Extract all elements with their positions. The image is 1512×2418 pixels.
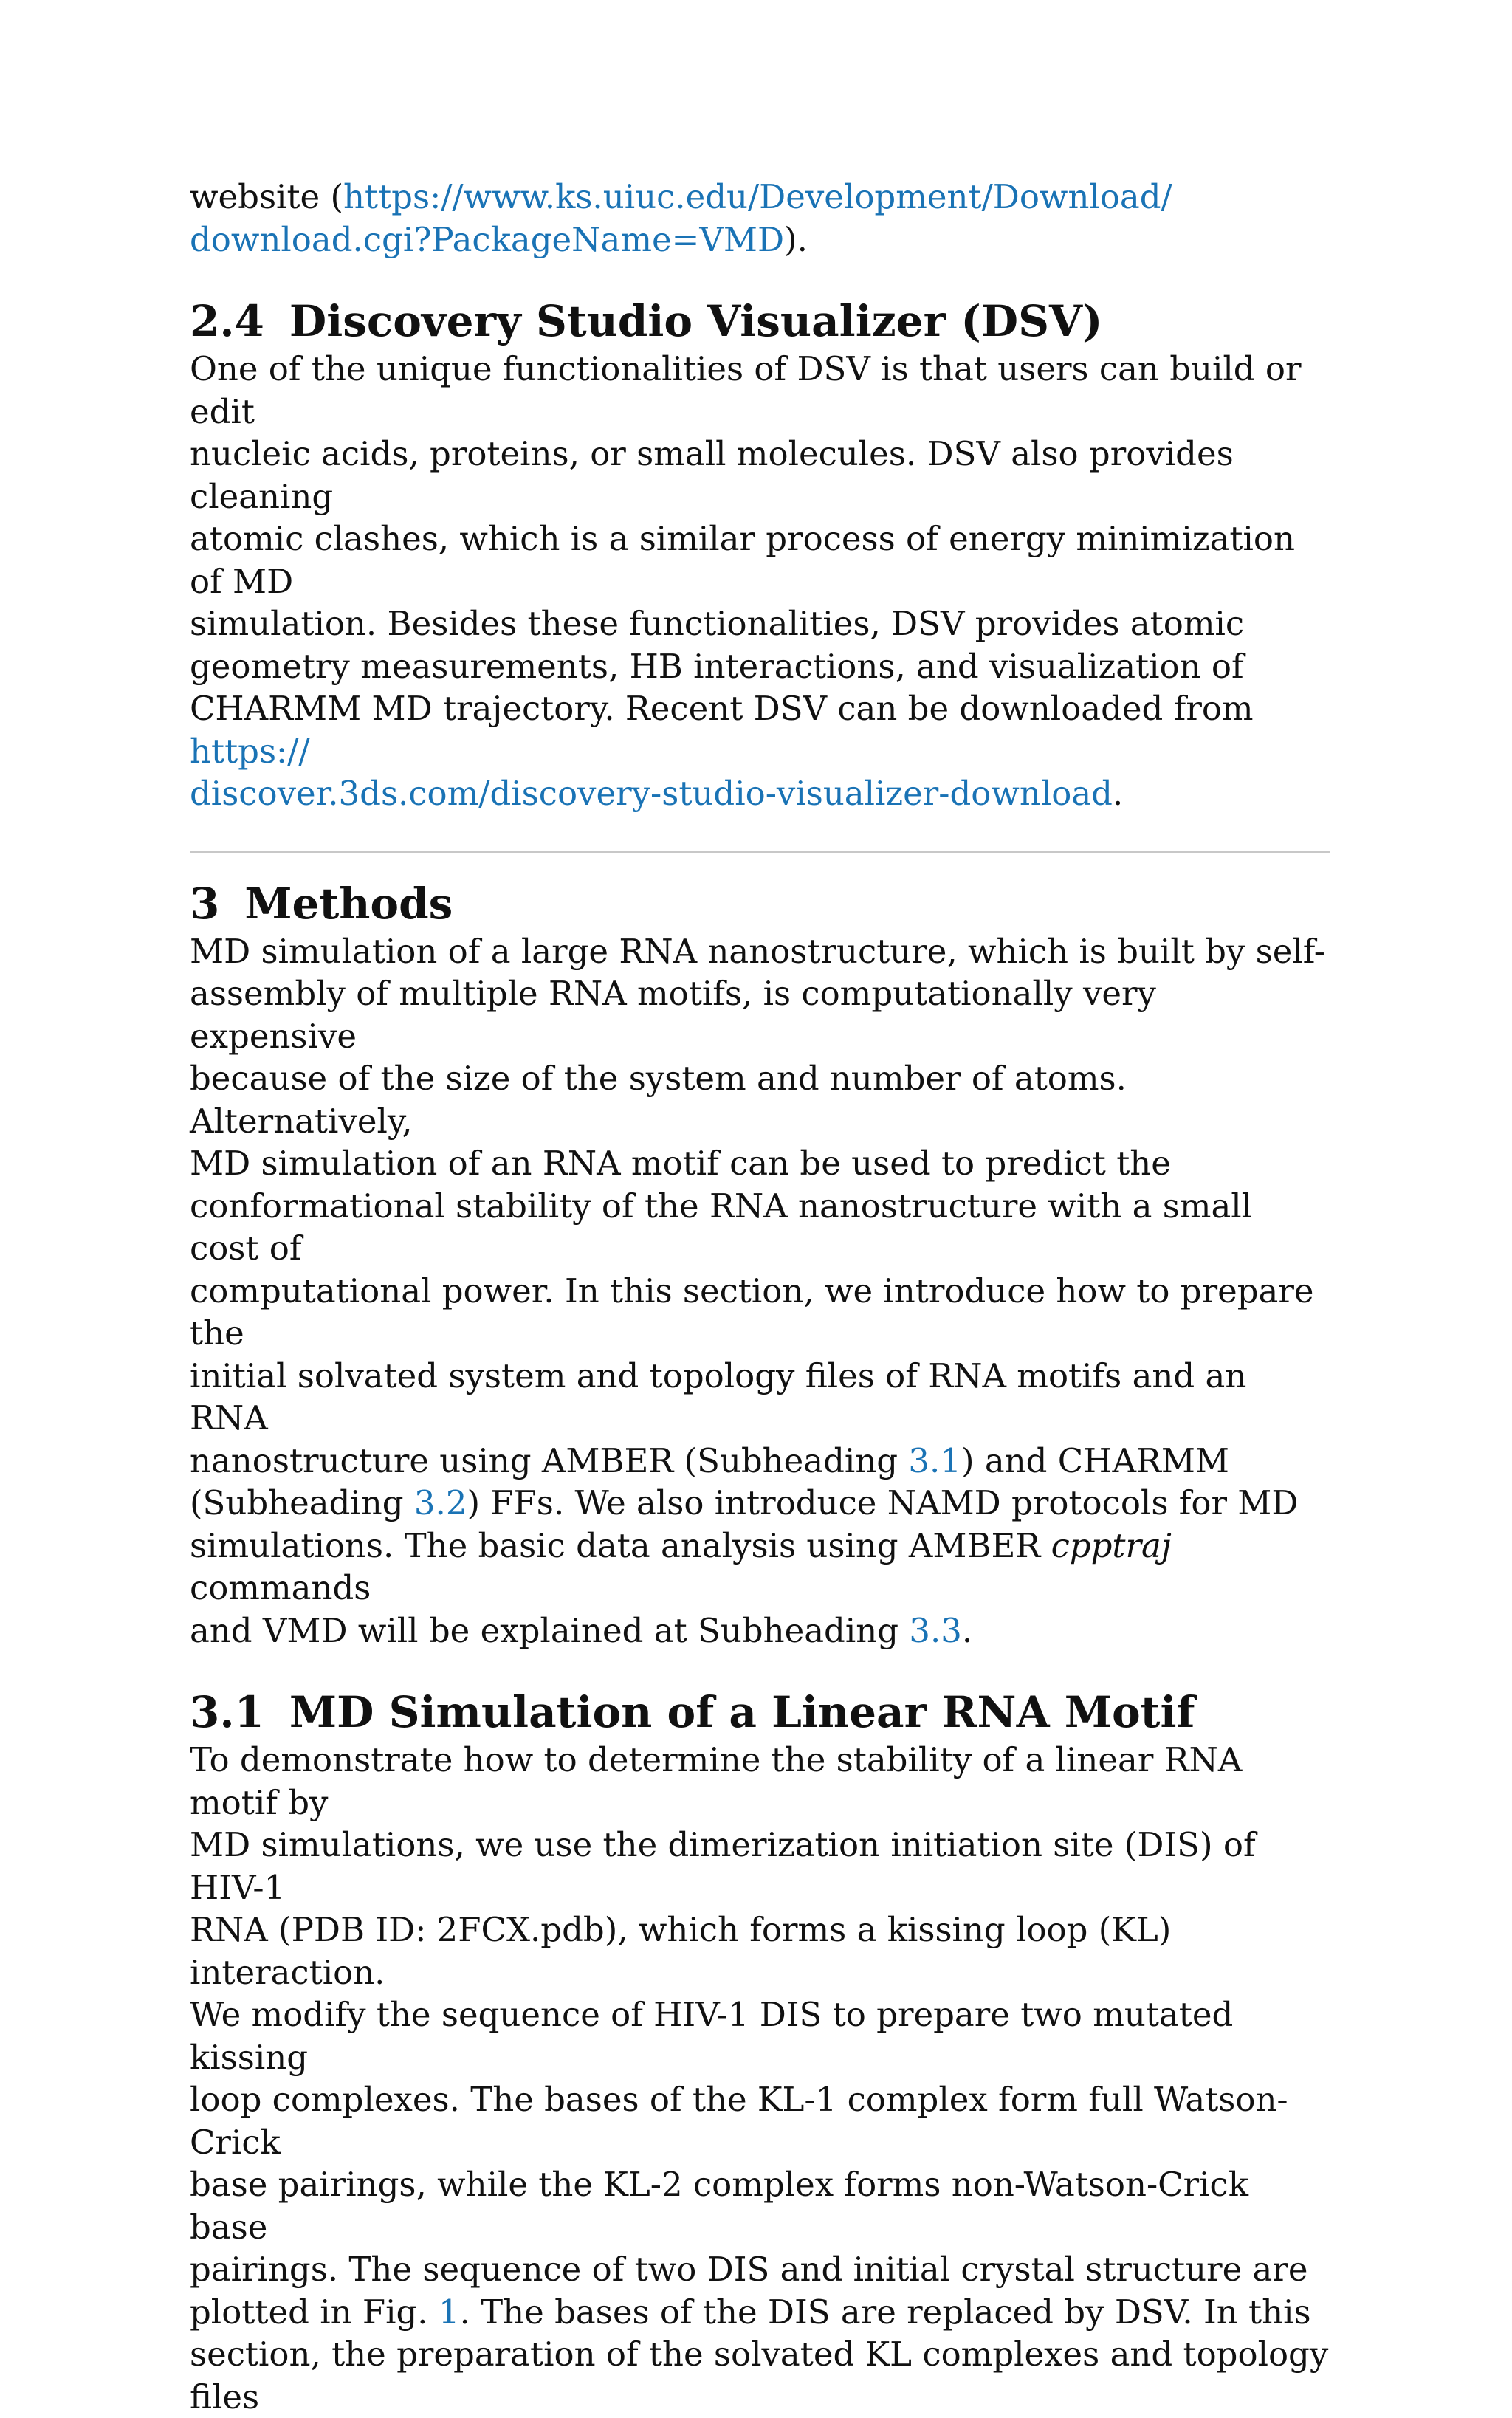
text-line: because of the size of the system and number of atoms. Alternatively,: [190, 1059, 1127, 1141]
text-run: ) and CHARMM: [961, 1440, 1229, 1480]
text-run: simulations. The basic data analysis using AMBER: [190, 1525, 1051, 1565]
section-heading-3: [190, 877, 1330, 930]
section-title: MD Simulation of a Linear RNA Motif: [289, 1687, 1195, 1737]
text-line: nucleic acids, proteins, or small molecules. DSV also provides cleaning: [190, 434, 1234, 516]
intro-text: website (: [190, 177, 344, 216]
cpptraj-term: cpptraj: [1051, 1525, 1172, 1565]
dsv-download-link-part-2[interactable]: discover.3ds.com/discovery-studio-visualizer-download: [190, 774, 1113, 813]
text-run: (Subheading: [190, 1483, 414, 1522]
subheading-3-3-link[interactable]: 3.3: [909, 1610, 962, 1650]
text-line: [190, 772, 1330, 815]
vmd-link-line-1[interactable]: https://www.ks.uiuc.edu/Development/Download/: [343, 177, 1172, 216]
text-run: commands: [190, 1568, 371, 1607]
section-title: Discovery Studio Visualizer (DSV): [289, 296, 1103, 346]
text-line: geometry measurements, HB interactions, and visualization of: [190, 646, 1244, 686]
text-run: . The bases of the DIS are replaced by DSV. In this: [459, 2292, 1311, 2332]
text-run: CHARMM MD trajectory. Recent DSV can be downloaded from: [190, 689, 1254, 728]
section-2-4-paragraph: [190, 348, 1330, 815]
text-run: nanostructure using AMBER (Subheading: [190, 1440, 909, 1480]
text-line: simulation. Besides these functionalities, DSV provides atomic: [190, 604, 1245, 643]
section-number: 2.4: [190, 296, 264, 346]
intro-paragraph: [190, 176, 1330, 261]
text-line: RNA (PDB ID: 2FCX.pdb), which forms a kissing loop (KL) interaction.: [190, 1910, 1172, 1992]
text-line: section, the preparation of the solvated KL complexes and topology files: [190, 2335, 1329, 2417]
text-line: One of the unique functionalities of DSV is that users can build or edit: [190, 349, 1302, 431]
text-line: [190, 687, 1330, 772]
text-line: [190, 1482, 1330, 1525]
dsv-download-link-part-1[interactable]: https://: [190, 731, 310, 771]
section-number: 3.1: [190, 1687, 264, 1737]
vmd-link-line-2[interactable]: download.cgi?PackageName=VMD: [190, 219, 785, 259]
section-number: 3: [190, 878, 220, 929]
text-line: MD simulations, we use the dimerization initiation site (DIS) of HIV-1: [190, 1825, 1256, 1907]
text-line: MD simulation of an RNA motif can be used to predict the: [190, 1144, 1171, 1183]
text-line: We modify the sequence of HIV-1 DIS to prepare two mutated kissing: [190, 1995, 1234, 2077]
text-line: atomic clashes, which is a similar process of energy minimization of MD: [190, 519, 1295, 601]
text-line: To demonstrate how to determine the stability of a linear RNA motif by: [190, 1740, 1243, 1822]
text-line: loop complexes. The bases of the KL-1 complex form full Watson-Crick: [190, 2080, 1288, 2162]
text-line: [190, 2291, 1330, 2334]
subheading-3-2-link[interactable]: 3.2: [413, 1483, 467, 1522]
text-line: [190, 1525, 1330, 1610]
section-heading-2-4: [190, 295, 1330, 348]
text-line: computational power. In this section, we introduce how to prepare the: [190, 1271, 1314, 1353]
text-run: ) FFs. We also introduce NAMD protocols for MD: [467, 1483, 1299, 1522]
text-line: MD simulation of a large RNA nanostructure, which is built by self-: [190, 931, 1325, 971]
text-line: initial solvated system and topology files of RNA motifs and an RNA: [190, 1356, 1247, 1438]
section-title: Methods: [244, 878, 453, 929]
text-line: pairings. The sequence of two DIS and initial crystal structure are: [190, 2250, 1308, 2289]
text-run: .: [1112, 774, 1124, 813]
text-line: assembly of multiple RNA motifs, is computationally very expensive: [190, 974, 1156, 1056]
text-line: conformational stability of the RNA nanostructure with a small cost of: [190, 1186, 1253, 1268]
section-divider: [190, 851, 1330, 853]
text-line: [190, 1440, 1330, 1483]
section-3-paragraph: [190, 930, 1330, 1652]
text-run: .: [961, 1610, 973, 1650]
text-run: plotted in Fig.: [190, 2292, 439, 2332]
section-3-1-paragraph: [190, 1739, 1330, 2418]
figure-1-link[interactable]: 1: [438, 2292, 460, 2332]
text-line: base pairings, while the KL-2 complex forms non-Watson-Crick base: [190, 2165, 1248, 2247]
subheading-3-1-link[interactable]: 3.1: [908, 1440, 961, 1480]
intro-close: ).: [784, 219, 808, 259]
section-heading-3-1: [190, 1686, 1330, 1739]
page-content: [190, 176, 1330, 2418]
text-line: [190, 1610, 1330, 1652]
text-run: and VMD will be explained at Subheading: [190, 1610, 910, 1650]
